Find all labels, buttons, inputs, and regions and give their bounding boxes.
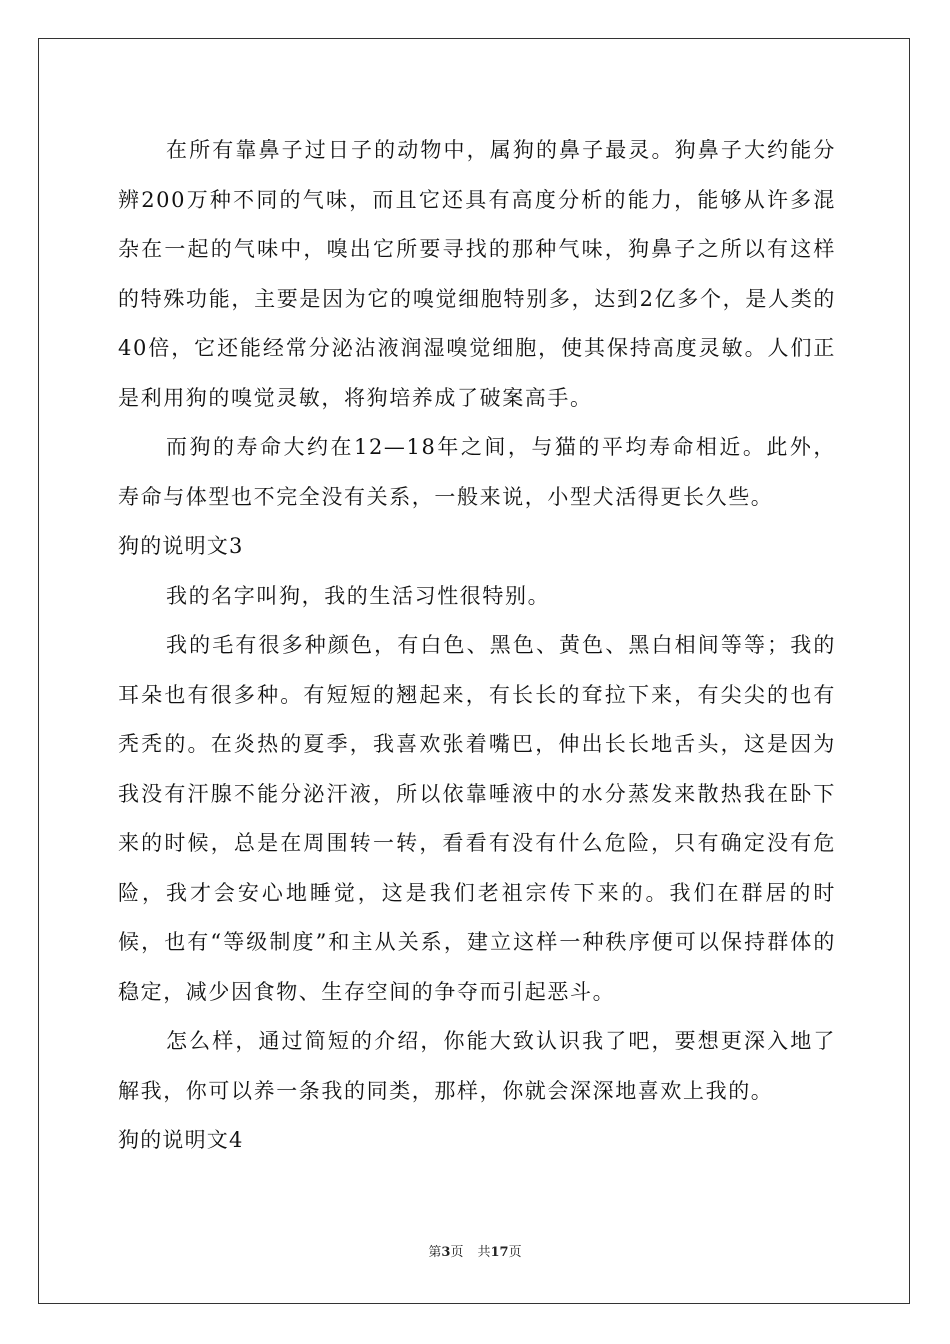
total-suffix: 页 <box>508 1245 522 1260</box>
total-prefix: 共 <box>477 1245 491 1260</box>
page-footer <box>0 1241 950 1260</box>
paragraph-dog-lifespan: 而狗的寿命大约在12—18年之间，与猫的平均寿命相近。此外，寿命与体型也不完全没有关系，一般来说，小型犬活得更长久些。 <box>118 435 836 509</box>
page-suffix: 页 <box>450 1245 464 1260</box>
page-prefix: 第 <box>428 1245 442 1260</box>
page-current: 3 <box>441 1245 451 1260</box>
paragraph-dog-nose: 在所有靠鼻子过日子的动物中，属狗的鼻子最灵。狗鼻子大约能分辨200万种不同的气味，而且它还具有高度分析的能力，能够从许多混杂在一起的气味中，嗅出它所要寻找的那种气味，狗鼻子之所以有这样的特殊功能，主要是因为它的嗅觉细胞特别多，达到2亿多个，是人类的40倍，它还能经常分泌沾液润湿嗅觉细胞，使其保持高度灵敏。人们正是利用狗的嗅觉灵敏，将狗培养成了破案高手。 <box>118 138 836 410</box>
paragraph-habits: 我的毛有很多种颜色，有白色、黑色、黄色、黑白相间等等；我的耳朵也有很多种。有短短的翘起来，有长长的耷拉下来，有尖尖的也有秃秃的。在炎热的夏季，我喜欢张着嘴巴，伸出长长地舌头，这是因为我没有汗腺不能分泌汗液，所以依靠唾液中的水分蒸发来散热我在卧下来的时候，总是在周围转一转，看看有没有什么危险，只有确定没有危险，我才会安心地睡觉，这是我们老祖宗传下来的。我们在群居的时候，也有“等级制度”和主从关系，建立这样一种秩序便可以保持群体的稳定，减少因食物、生存空间的争夺而引起恶斗。 <box>118 633 836 1004</box>
page-total: 17 <box>490 1245 509 1260</box>
section-heading-4: 狗的说明文4 <box>118 1128 244 1152</box>
section-heading-3: 狗的说明文3 <box>118 534 244 558</box>
paragraph-conclusion: 怎么样，通过简短的介绍，你能大致认识我了吧，要想更深入地了解我，你可以养一条我的同类，那样，你就会深深地喜欢上我的。 <box>118 1029 836 1103</box>
document-body <box>118 126 836 1166</box>
paragraph-intro: 我的名字叫狗，我的生活习性很特别。 <box>166 583 551 608</box>
